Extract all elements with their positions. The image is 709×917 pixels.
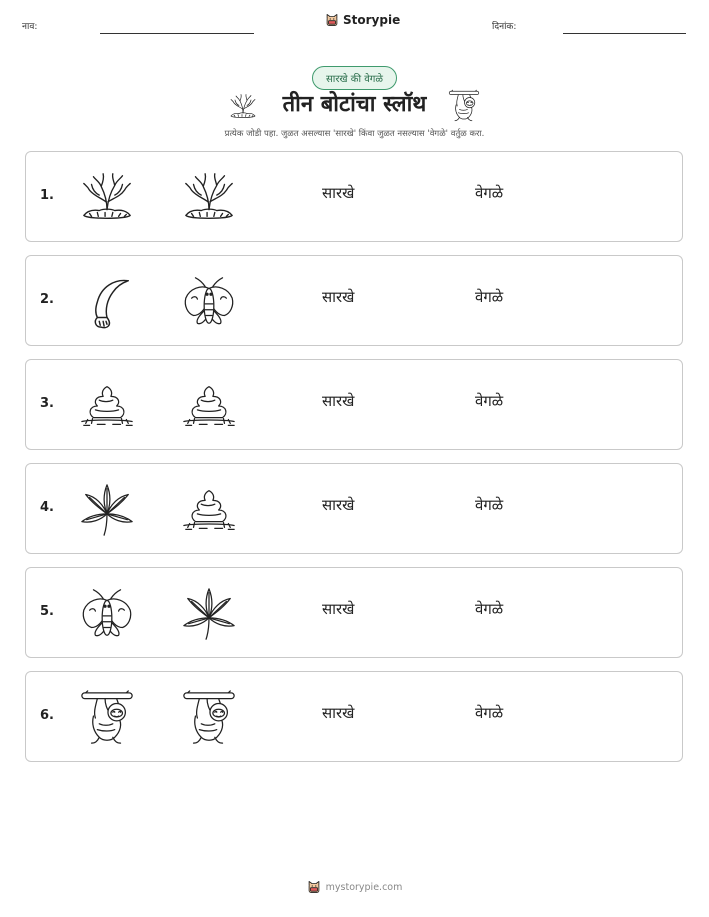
option-different[interactable]: वेगळे	[475, 704, 504, 722]
name-line	[100, 33, 254, 34]
question-row	[25, 255, 683, 346]
leaf-icon	[180, 585, 238, 643]
worksheet-type-tag: सारखे की वेगळे	[312, 66, 397, 90]
instructions: प्रत्येक जोडी पहा. जुळत असल्यास 'सारखे' किंवा जुळत नसल्यास 'वेगळे' वर्तुळ करा.	[224, 129, 485, 139]
footer	[0, 880, 709, 894]
question-row	[25, 671, 683, 762]
sloth-icon	[78, 689, 136, 747]
question-number: 6.	[40, 708, 54, 723]
storypie-icon	[307, 880, 321, 894]
date-label: दिनांक:	[492, 22, 517, 32]
page-title: तीन बोटांचा स्लॉथ	[282, 92, 427, 117]
footer-url: mystorypie.com	[325, 881, 403, 893]
coral-icon	[78, 169, 136, 227]
question-row	[25, 463, 683, 554]
option-same[interactable]: सारखे	[322, 392, 355, 410]
option-same[interactable]: सारखे	[322, 600, 355, 618]
claw-icon	[78, 273, 136, 331]
option-different[interactable]: वेगळे	[475, 392, 504, 410]
option-same[interactable]: सारखे	[322, 288, 355, 306]
question-row	[25, 151, 683, 242]
storypie-logo	[325, 13, 400, 27]
coral-icon	[180, 169, 238, 227]
question-number: 2.	[40, 292, 54, 307]
leaf-icon	[78, 481, 136, 539]
dung-icon	[180, 481, 238, 539]
option-different[interactable]: वेगळे	[475, 288, 504, 306]
dung-icon	[180, 377, 238, 435]
sloth-icon	[180, 689, 238, 747]
question-number: 5.	[40, 604, 54, 619]
option-same[interactable]: सारखे	[322, 704, 355, 722]
storypie-icon	[325, 13, 339, 27]
question-row	[25, 359, 683, 450]
question-row	[25, 567, 683, 658]
sloth-icon	[447, 89, 481, 123]
question-number: 3.	[40, 396, 54, 411]
option-same[interactable]: सारखे	[322, 496, 355, 514]
name-label: नाव:	[22, 22, 38, 32]
dung-icon	[78, 377, 136, 435]
option-different[interactable]: वेगळे	[475, 496, 504, 514]
moth-icon	[78, 585, 136, 643]
option-different[interactable]: वेगळे	[475, 600, 504, 618]
question-number: 1.	[40, 188, 54, 203]
option-different[interactable]: वेगळे	[475, 184, 504, 202]
moth-icon	[180, 273, 238, 331]
date-line	[563, 33, 686, 34]
option-same[interactable]: सारखे	[322, 184, 355, 202]
brand-name: Storypie	[343, 13, 401, 27]
question-number: 4.	[40, 500, 54, 515]
